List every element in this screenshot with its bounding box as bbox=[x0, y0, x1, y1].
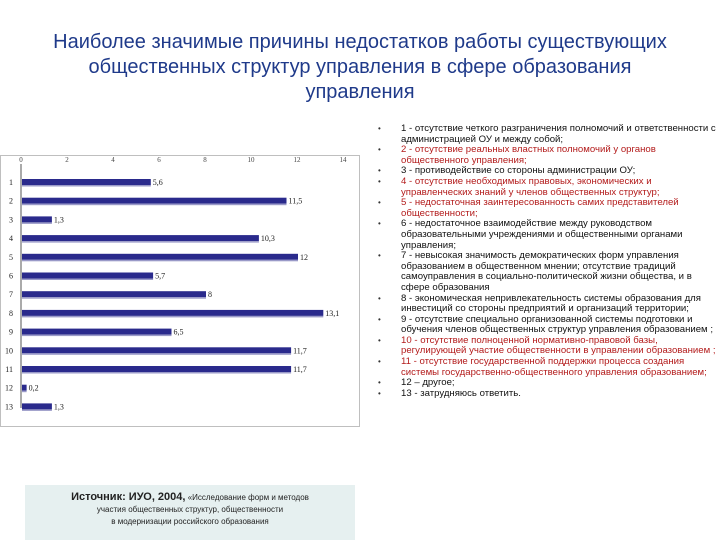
bullet-icon: • bbox=[378, 198, 381, 208]
legend-text: 11 - отсутствие государственной поддержки процесса создания системы государственно-общественного управления образованием; bbox=[401, 356, 707, 378]
source-text-3: в модернизации российского образования bbox=[111, 517, 269, 526]
bar-chart bbox=[1, 156, 359, 426]
bullet-icon: • bbox=[378, 335, 381, 345]
bullet-icon: • bbox=[378, 219, 381, 229]
category-label-6: 6 bbox=[9, 271, 13, 281]
bar-shadow-9 bbox=[22, 335, 172, 337]
bullet-icon: • bbox=[378, 314, 381, 324]
legend-item-2 bbox=[375, 145, 720, 166]
bullet-icon: • bbox=[378, 251, 381, 261]
bar-11 bbox=[22, 366, 291, 372]
category-label-11: 11 bbox=[5, 365, 13, 374]
bar-5 bbox=[22, 254, 298, 260]
legend-item-9 bbox=[375, 315, 720, 336]
x-tick-label-2: 2 bbox=[65, 156, 69, 164]
bullet-icon: • bbox=[378, 145, 381, 155]
value-label-13: 1,3 bbox=[53, 402, 64, 412]
value-label-3: 1,3 bbox=[53, 215, 64, 225]
legend-text: 1 - отсутствие четкого разграничения полномочий и ответственности с администрацией ОУ и между собой; bbox=[401, 123, 716, 145]
bar-shadow-5 bbox=[22, 260, 298, 262]
category-label-9: 9 bbox=[9, 327, 13, 337]
bar-shadow-7 bbox=[22, 297, 206, 299]
legend-text: 10 - отсутствие полноценной нормативно-правовой базы, регулирующей участие общественности в управлении образованием ; bbox=[401, 334, 716, 357]
legend-text: 12 – другое; bbox=[401, 377, 455, 389]
source-lead: Источник: ИУО, 2004, bbox=[71, 491, 186, 503]
legend-text: 6 - недостаточное взаимодействие между руководством образовательными учреждениями и общественными органами управления; bbox=[401, 218, 683, 251]
bullet-icon: • bbox=[378, 166, 381, 176]
legend-text: 3 - противодействие со стороны администрации ОУ; bbox=[401, 165, 636, 177]
bar-6 bbox=[22, 273, 153, 279]
category-label-10: 10 bbox=[5, 346, 13, 356]
bar-2 bbox=[22, 198, 287, 204]
category-label-8: 8 bbox=[9, 308, 13, 318]
value-label-2: 11,5 bbox=[288, 196, 303, 206]
bar-shadow-11 bbox=[22, 372, 291, 374]
value-label-12: 0,2 bbox=[28, 383, 39, 393]
value-label-8: 13,1 bbox=[325, 308, 340, 318]
bar-9 bbox=[22, 329, 172, 335]
x-tick-label-12: 12 bbox=[293, 156, 301, 164]
bar-shadow-10 bbox=[22, 353, 291, 355]
bar-shadow-3 bbox=[22, 222, 52, 224]
x-tick-label-14: 14 bbox=[339, 156, 347, 164]
bullet-icon: • bbox=[378, 124, 381, 133]
value-label-11: 11,7 bbox=[293, 365, 307, 374]
legend-item-6 bbox=[375, 219, 720, 251]
x-tick-label-6: 6 bbox=[157, 156, 161, 164]
bar-1 bbox=[22, 179, 151, 185]
legend-item-13 bbox=[375, 389, 720, 400]
legend-item-1 bbox=[375, 124, 720, 145]
bar-chart-frame bbox=[0, 155, 360, 427]
x-tick-label-4: 4 bbox=[111, 156, 115, 164]
legend-text: 13 - затрудняюсь ответить. bbox=[401, 387, 521, 399]
legend-item-7 bbox=[375, 251, 720, 293]
x-tick-label-10: 10 bbox=[247, 156, 255, 164]
legend-list bbox=[375, 124, 720, 399]
bar-4 bbox=[22, 235, 259, 241]
value-label-4: 10,3 bbox=[260, 234, 275, 244]
slide-title bbox=[20, 30, 700, 105]
bullet-icon: • bbox=[378, 176, 381, 186]
category-label-1: 1 bbox=[9, 178, 13, 187]
x-tick-label-8: 8 bbox=[203, 156, 207, 164]
bar-8 bbox=[22, 310, 323, 316]
bar-shadow-6 bbox=[22, 279, 153, 281]
value-label-5: 12 bbox=[300, 252, 308, 262]
bar-12 bbox=[22, 385, 27, 391]
bar-10 bbox=[22, 347, 291, 353]
bullet-icon: • bbox=[378, 357, 381, 367]
source-note bbox=[25, 485, 355, 540]
legend-text: 5 - недостаточная заинтересованность самих представителей общественности; bbox=[401, 197, 679, 219]
legend-item-8 bbox=[375, 294, 720, 315]
bar-shadow-8 bbox=[22, 316, 323, 318]
category-label-4: 4 bbox=[9, 234, 13, 244]
bar-13 bbox=[22, 403, 52, 409]
legend-text: 4 - отсутствие необходимых правовых, экономических и управленческих знаний у членов общественных структур; bbox=[401, 175, 660, 198]
value-label-10: 11,7 bbox=[293, 346, 307, 356]
x-tick-label-0: 0 bbox=[19, 156, 23, 164]
legend-text: 8 - экономическая непривлекательность системы образования для инвестиций со стороны предприятий и организаций территории; bbox=[401, 292, 701, 315]
title-line-1: Наиболее значимые причины недостатков работы существующих bbox=[53, 31, 667, 53]
bullet-icon: • bbox=[378, 293, 381, 303]
legend-text: 7 - невысокая значимость демократических форм управления образованием в общественном мнении; отсутствие традиций самоуправления в социально-политической жизни общества, и в сфере образования bbox=[401, 250, 692, 293]
legend-item-10 bbox=[375, 336, 720, 357]
bar-shadow-13 bbox=[22, 409, 52, 411]
bar-shadow-1 bbox=[22, 185, 151, 187]
legend-item-5 bbox=[375, 198, 720, 219]
source-text-2: участия общественных структур, общественности bbox=[96, 505, 284, 514]
value-label-9: 6,5 bbox=[173, 327, 184, 337]
legend-text: 9 - отсутствие специально организованной системы подготовки и обучения членов общественных структур управления образованием ; bbox=[401, 313, 713, 336]
bar-3 bbox=[22, 216, 52, 222]
category-label-13: 13 bbox=[5, 402, 13, 412]
value-label-1: 5,6 bbox=[152, 178, 163, 187]
value-label-7: 8 bbox=[208, 290, 212, 300]
legend-text: 2 - отсутствие реальных властных полномочий у органов общественного управления; bbox=[401, 144, 656, 166]
legend-item-11 bbox=[375, 357, 720, 378]
value-label-6: 5,7 bbox=[155, 271, 166, 281]
category-label-2: 2 bbox=[9, 196, 13, 206]
title-line-3: управления bbox=[305, 81, 415, 103]
category-label-5: 5 bbox=[9, 252, 13, 262]
bar-shadow-12 bbox=[22, 391, 27, 393]
source-text-1: «Исследование форм и методов bbox=[185, 493, 309, 502]
category-label-7: 7 bbox=[9, 290, 13, 300]
bar-shadow-4 bbox=[22, 241, 259, 243]
category-label-12: 12 bbox=[5, 383, 13, 393]
bullet-icon: • bbox=[378, 378, 381, 388]
bar-7 bbox=[22, 291, 206, 297]
title-line-2: общественных структур управления в сфере образования bbox=[88, 56, 632, 78]
category-label-3: 3 bbox=[9, 215, 13, 225]
bullet-icon: • bbox=[378, 388, 381, 398]
legend-item-4 bbox=[375, 177, 720, 198]
bar-shadow-2 bbox=[22, 204, 287, 206]
